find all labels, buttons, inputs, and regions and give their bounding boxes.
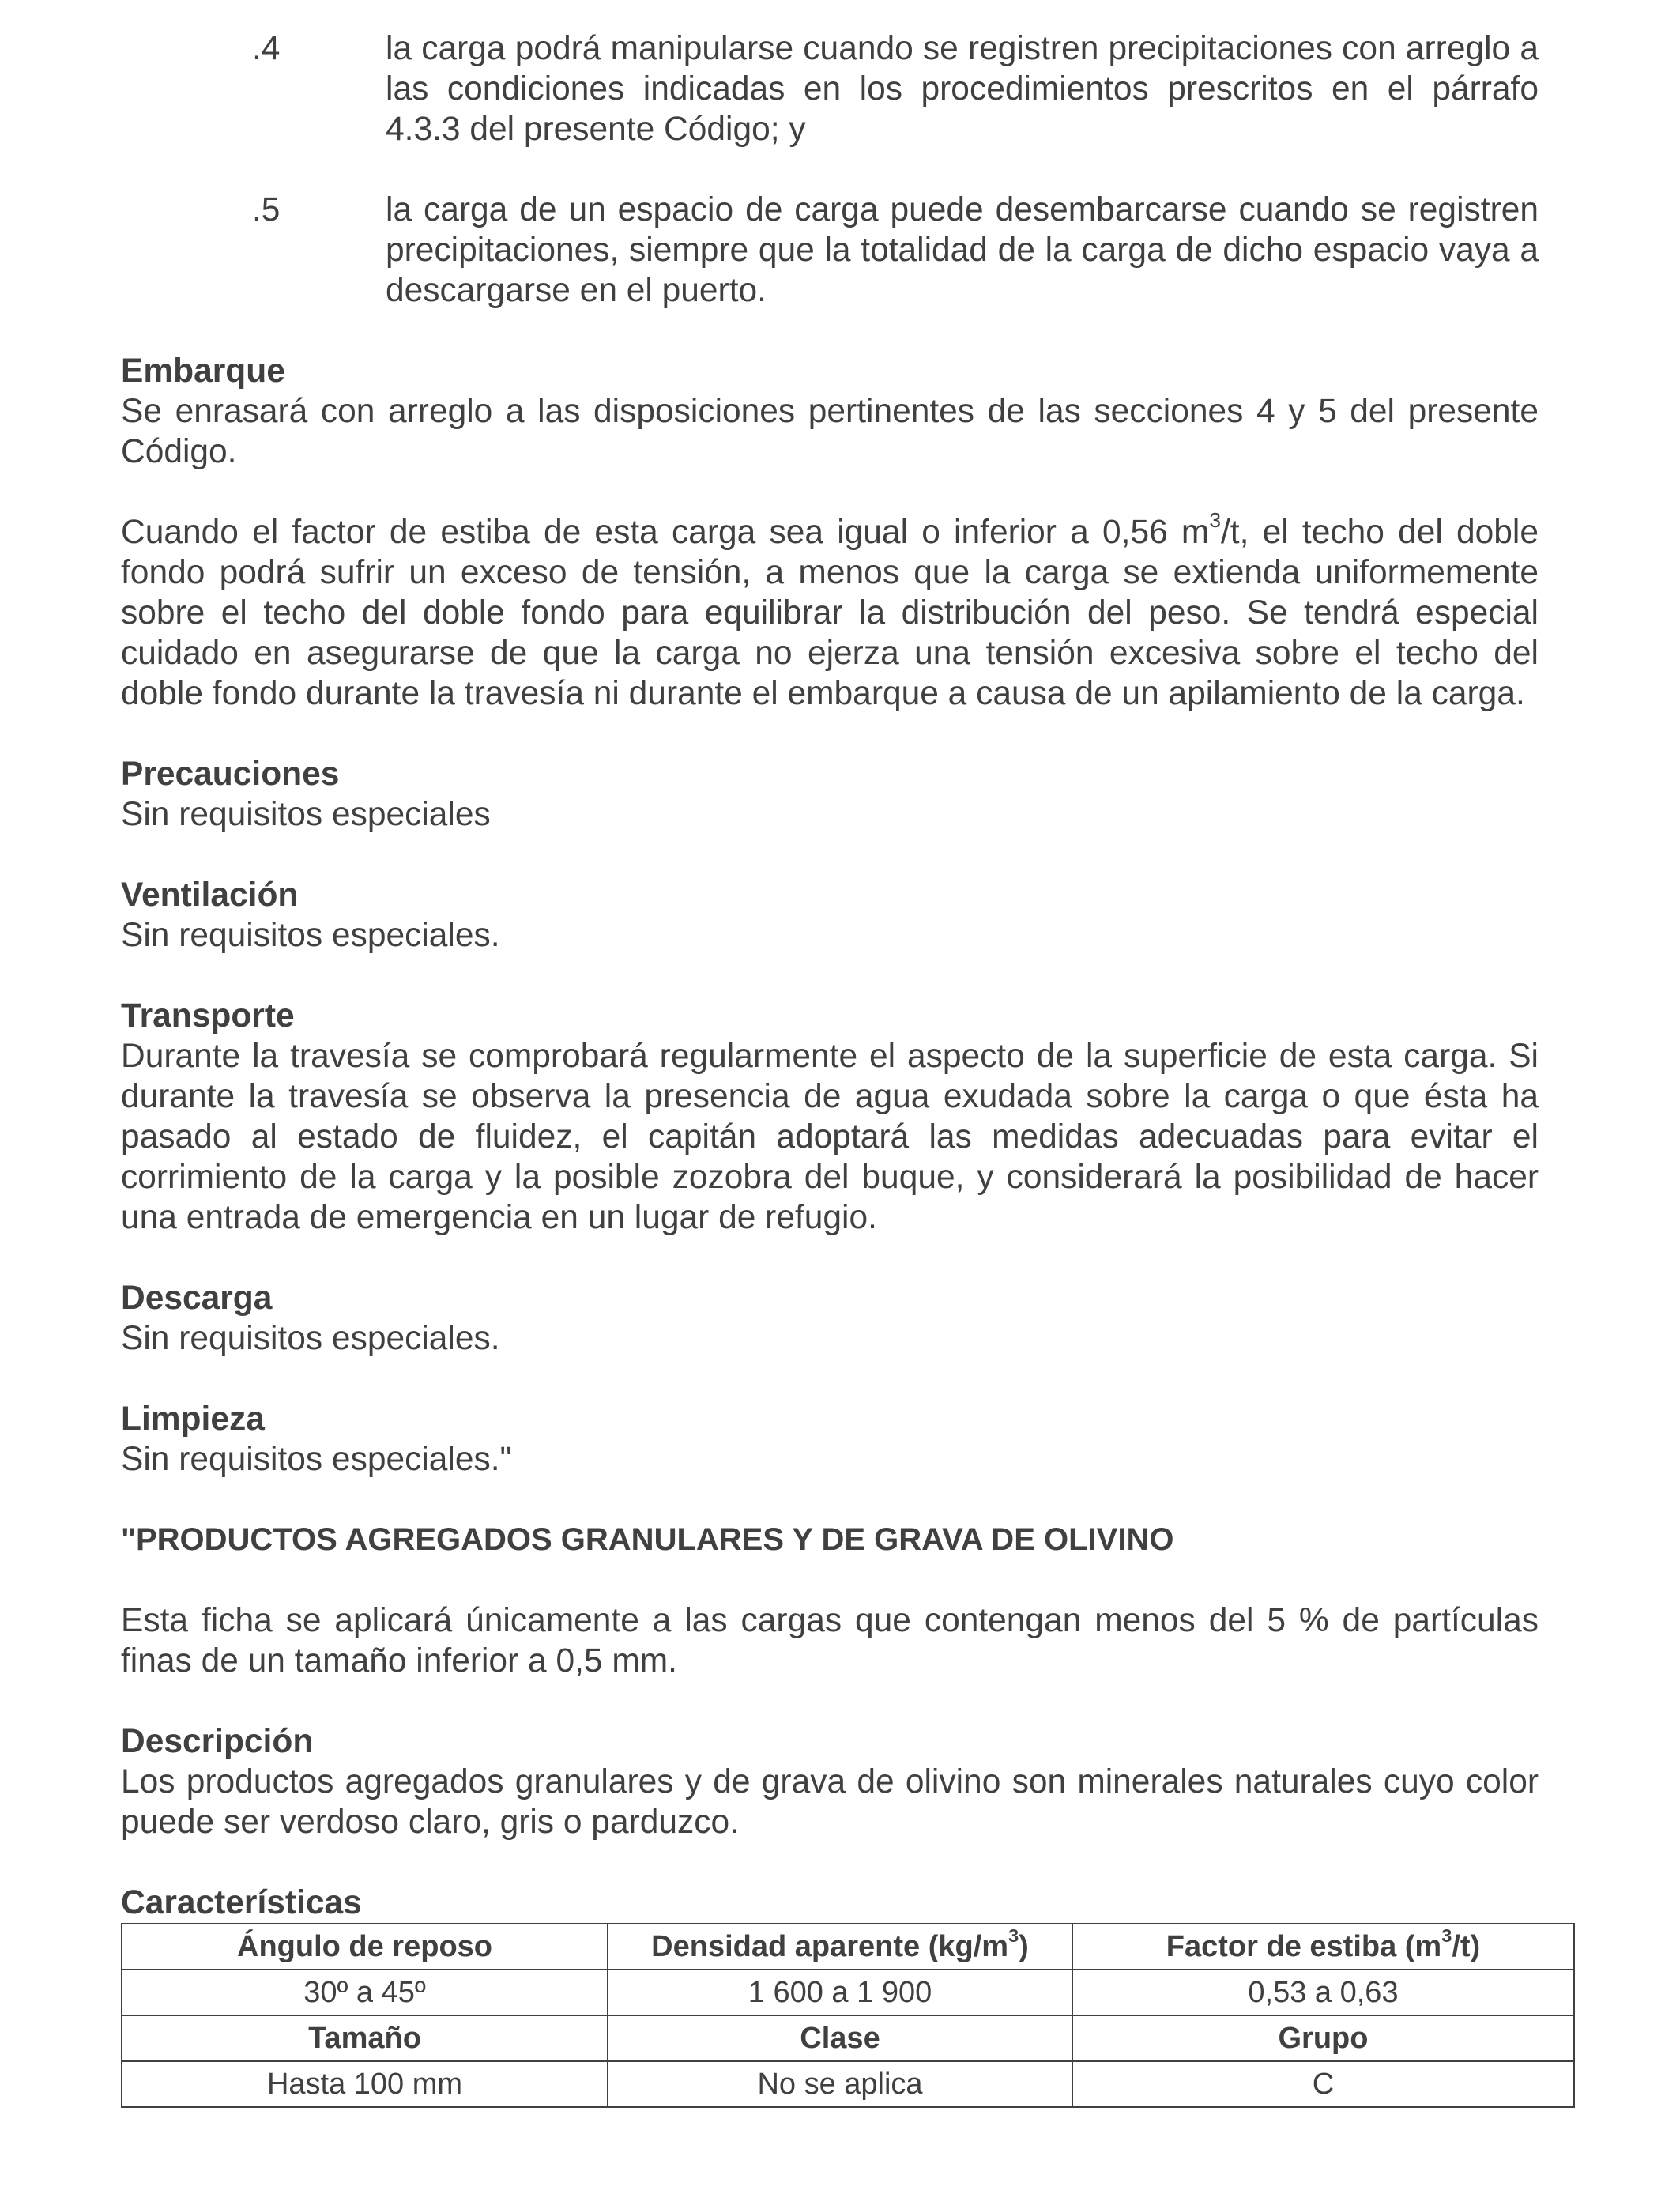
list-item-number: .4 — [252, 30, 281, 67]
table-row — [122, 1924, 1574, 1970]
section-paragraph: Se enrasará con arreglo a las disposiciones pertinentes de las secciones 4 y 5 del presente Código. — [121, 393, 1539, 470]
product-intro-block — [121, 1600, 1539, 1681]
list-item — [121, 28, 1539, 149]
section-descarga — [121, 1278, 1539, 1359]
section-limpieza — [121, 1399, 1539, 1480]
characteristics-table — [121, 1923, 1575, 2108]
section-paragraph: Sin requisitos especiales — [121, 796, 491, 833]
table-header-cell: Tamaño — [122, 2015, 608, 2061]
section-paragraph: Sin requisitos especiales. — [121, 1320, 500, 1357]
section-heading: Transporte — [121, 997, 295, 1035]
table-header-cell: Factor de estiba $(m^3/t)$ — [1072, 1924, 1574, 1970]
section-caracteristicas — [121, 1883, 1539, 2108]
table-header-cell: Clase — [608, 2015, 1072, 2061]
document-page — [121, 28, 1539, 2108]
list-item-text: la carga podrá manipularse cuando se registren precipitaciones con arreglo a las condiciones indicadas en los procedimientos prescritos en el párrafo 4.3.3 del presente Código; y — [386, 30, 1539, 148]
table-header-cell: Grupo — [1072, 2015, 1574, 2061]
table-row — [122, 2061, 1574, 2107]
section-transporte — [121, 996, 1539, 1238]
table-cell: 0,53 a 0,63 — [1072, 1970, 1574, 2015]
section-heading: Descripción — [121, 1723, 314, 1760]
section-descripcion — [121, 1721, 1539, 1842]
product-title: "PRODUCTOS AGREGADOS GRANULARES Y DE GRAVA DE OLIVINO — [121, 1522, 1174, 1557]
section-heading: Limpieza — [121, 1400, 265, 1438]
section-embarque — [121, 351, 1539, 714]
section-paragraph: Durante la travesía se comprobará regularmente el aspecto de la superficie de esta carga. Si durante la travesía se observa la presencia de agua exudada sobre la carga o que ésta ha pasado al estado de fluidez, el capitán adoptará las medidas adecuadas para evitar el corrimiento de la carga y la posible zozobra del buque, y considerará la posibilidad de hacer una entrada de emergencia en un lugar de refugio. — [121, 1038, 1539, 1236]
section-paragraph: Los productos agregados granulares y de grava de olivino son minerales naturales cuyo color puede ser verdoso claro, gris o parduzco. — [121, 1763, 1539, 1841]
table-cell: 1 600 a 1 900 — [608, 1970, 1072, 2015]
list-item-text: la carga de un espacio de carga puede desembarcarse cuando se registren precipitaciones, siempre que la totalidad de la carga de dicho espacio vaya a descargarse en el puerto. — [386, 191, 1539, 309]
section-paragraph: Cuando el factor de estiba de esta carga sea igual o inferior a 0,56 $m^3/t$, el techo del doble fondo podrá sufrir un exceso de tensión, a menos que la carga se extienda uniformemente sobre el techo del doble fondo para equilibrar la distribución del peso. Se tendrá especial cuidado en asegurarse de que la carga no ejerza una tensión excesiva sobre el techo del doble fondo durante la travesía ni durante el embarque a causa de un apilamiento de la carga. — [121, 507, 1539, 712]
section-heading: Características — [121, 1884, 362, 1921]
section-heading: Embarque — [121, 352, 285, 390]
section-precauciones — [121, 754, 1539, 835]
section-paragraph: Sin requisitos especiales. — [121, 917, 500, 954]
table-cell: 30º a 45º — [122, 1970, 608, 2015]
section-ventilacion — [121, 875, 1539, 956]
section-heading: Descarga — [121, 1280, 273, 1317]
table-cell: No se aplica — [608, 2061, 1072, 2107]
section-paragraph: Sin requisitos especiales." — [121, 1441, 512, 1478]
table-row — [122, 2015, 1574, 2061]
table-header-cell: Ángulo de reposo — [122, 1924, 608, 1970]
section-heading: Precauciones — [121, 756, 340, 793]
table-row — [122, 1970, 1574, 2015]
product-intro: Esta ficha se aplicará únicamente a las cargas que contengan menos del 5 % de partículas finas de un tamaño inferior a 0,5 mm. — [121, 1602, 1539, 1679]
table-cell: Hasta 100 mm — [122, 2061, 608, 2107]
list-item — [121, 190, 1539, 311]
list-item-number: .5 — [252, 191, 281, 228]
table-cell: C — [1072, 2061, 1574, 2107]
table-header-cell: Densidad aparente $(kg/m^3)$ — [608, 1924, 1072, 1970]
section-heading: Ventilación — [121, 876, 299, 914]
product-title-block — [121, 1520, 1539, 1560]
